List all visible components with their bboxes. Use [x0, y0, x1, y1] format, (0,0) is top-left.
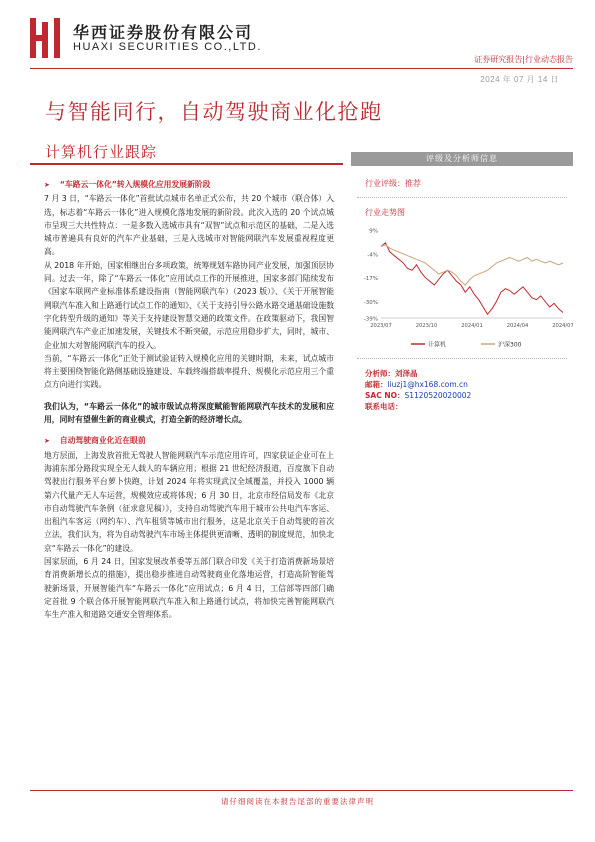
- paragraph: 地方层面，上海发放首批无驾驶人智能网联汽车示范应用许可，四家获证企业可在上海浦东部分路段实现全无人载人的车辆应用；根据 21 世纪经济报道，百度旗下自动驾驶出行服务平台萝卜快跑，计划 2024 年将实现武汉全域覆盖，并投入 1000 辆第六代量产无人车运营，规模效应或将体现；6 月 30 日，北京市经信局发布《北京市自动驾驶汽车条例（征求意见稿）》，支持自动驾驶汽车用于城市公共电汽车客运、出租汽车客运（网约车）、汽车租赁等城市出行服务，这是北京关于自动驾驶的首次立法，我们认为，将为自动驾驶汽车市场主体提供更清晰、透明的制度规范，加快北京“车路云一体化”的建设。: [44, 450, 334, 553]
- section-title: ➤ 自动驾驶商业化近在眼前: [44, 436, 146, 446]
- panel-divider: [357, 197, 567, 198]
- panel-divider: [357, 358, 567, 359]
- x-tick-label: 2023/07: [370, 323, 392, 329]
- y-tick-label: 9%: [369, 228, 378, 235]
- bullet-arrow-icon: ➤: [44, 181, 50, 189]
- report-type: 证券研究报告|行业动态报告: [474, 55, 573, 64]
- x-tick-label: 2024/04: [506, 323, 529, 329]
- y-tick-label: -4%: [367, 252, 378, 259]
- legend-label: 计算机: [428, 341, 447, 349]
- phone-label: 联系电话：: [365, 402, 403, 411]
- report-body: [44, 178, 334, 622]
- legal-notice: 请仔细阅读在本报告尾部的重要法律声明: [221, 797, 374, 806]
- company-logo-icon: [30, 18, 62, 58]
- company-name-en: HUAXI SECURITIES CO.,LTD.: [73, 41, 262, 53]
- y-tick-label: -39%: [363, 316, 378, 323]
- report-title: 与智能同行，自动驾驶商业化抢跑: [45, 100, 383, 124]
- section-title: ➤ “车路云一体化”转入规模化应用发展新阶段: [44, 180, 211, 189]
- industry-rating: 行业评级：推荐: [365, 179, 421, 188]
- conclusion-paragraph: 我们认为，“车路云一体化”的城市级试点将深度赋能智能网联汽车技术的发展和应用，同时有望催生新的商业模式，打造全新的经济增长点。: [44, 401, 334, 425]
- paragraph: 当前，“车路云一体化”正处于测试验证转入规模化应用的关键时期，未来，试点城市将主要围绕智能化路侧基础设施建设、车载终端搭载率提升、规模化示范应用三个重点方向进行实践。: [44, 353, 334, 390]
- x-tick-label: 2024/01: [461, 323, 483, 329]
- x-tick-label: 2023/10: [415, 323, 438, 329]
- series-line: [381, 245, 563, 285]
- trend-chart: [351, 218, 573, 358]
- legend-label: 沪深300: [498, 341, 522, 349]
- analyst-info: [365, 368, 573, 412]
- email-label: 邮箱：: [365, 380, 388, 389]
- series-line: [381, 243, 563, 314]
- title-divider: [30, 163, 343, 165]
- y-tick-label: -30%: [363, 300, 378, 306]
- bullet-arrow-icon: ➤: [44, 437, 50, 446]
- report-date: 2024 年 07 月 14 日: [480, 75, 559, 84]
- company-name-cn: 华西证券股份有限公司: [73, 23, 254, 42]
- trend-chart-svg: [351, 218, 573, 358]
- x-tick-label: 2024/07: [552, 323, 573, 329]
- analyst-email[interactable]: liuzj1@hx168.com.cn: [387, 380, 468, 389]
- panel-header: 评级及分析师信息: [351, 152, 573, 166]
- trend-chart-title: 行业走势图: [365, 208, 405, 217]
- paragraph: 从 2018 年开始，国家相继出台多项政策，统筹规划车路协同产业发展，加强顶层协同。过去一年，除了“车路云一体化”应用试点工作的开展推进，国家多部门陆续发布《国家车联网产业标准体系建设指南（智能网联汽车）（2023 版）》、《关于开展智能网联汽车准入和上路通行试点工作的通知》、《关于支持引导公路水路交通基础设施数字化转型升级的通知》等关于支持建设智慧交通的政策文件。在政策驱动下，我国智能网联汽车产业正加速发展，关键技术不断突破，示范应用稳步扩大，同时，城市、企业加大对智能网联汽车的投入。: [44, 260, 334, 350]
- header-divider: [30, 68, 573, 69]
- paragraph: 7 月 3 日，“车路云一体化”首批试点城市名单正式公布，共 20 个城市（联合体）入选，标志着“车路云一体化”进入规模化落地发展的新阶段。此次入选的 20 个试点城市呈现三大共性特点：一是多数入选城市具有“双智”试点和示范区的基础，二是入选城市普遍具有良好的汽车产业基础，三是入选城市对智能网联汽车发展重视程度更高。: [44, 194, 334, 257]
- report-subtitle: 计算机行业跟踪: [45, 143, 158, 161]
- paragraph: 国家层面，6 月 24 日，国家发展改革委等五部门联合印发《关于打造消费新场景培育消费新增长点的措施》，提出稳步推进自动驾驶商业化落地运营，打造高阶智能驾驶新场景，开展智能汽车“车路云一体化”应用试点；6 月 4 日，工信部等四部门确定首批 9 个联合体开展智能网联汽车准入和上路通行试点，将加快完善智能网联汽车生产准入和道路交通安全管理体系。: [44, 557, 334, 620]
- rating-panel: [351, 152, 573, 412]
- y-tick-label: -17%: [363, 276, 378, 283]
- sac-label: SAC NO：: [365, 391, 405, 400]
- analyst-name: 分析师：刘泽晶: [365, 369, 418, 378]
- footer-divider: [30, 790, 573, 791]
- sac-number: S1120520020002: [404, 391, 472, 400]
